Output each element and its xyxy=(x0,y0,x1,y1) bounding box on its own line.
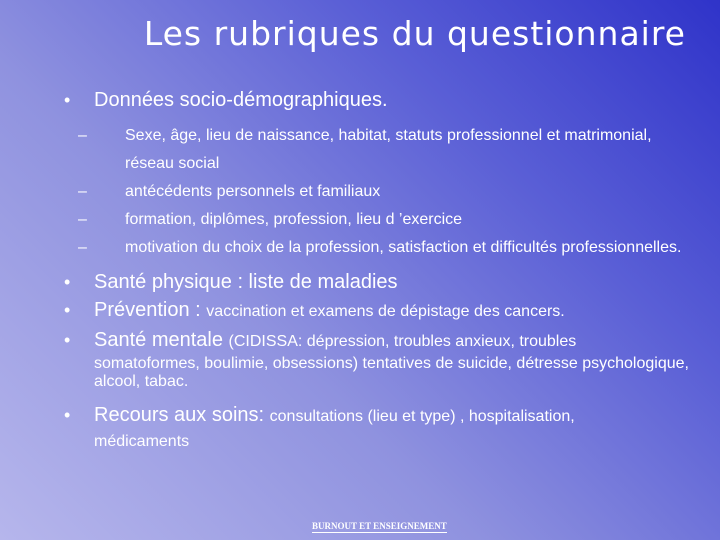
bullet-sante-physique xyxy=(60,270,700,294)
bullet-detail-continued: médicaments xyxy=(94,433,190,450)
sub-bullet: – Sexe, âge, lieu de naissance, habitat, statuts professionnel et matrimonial, réseau social xyxy=(70,122,700,178)
bullet-list xyxy=(60,88,700,451)
bullet-socio-demographic xyxy=(60,88,700,112)
sub-bullet: – motivation du choix de la profession, satisfaction et difficultés professionnelles. xyxy=(70,234,700,262)
sub-bullet: – formation, diplômes, profession, lieu d ’exercice xyxy=(70,206,700,234)
bullet-detail: vaccination et examens de dépistage des cancers. xyxy=(206,303,565,320)
bullet-detail: consultations (lieu et type) , hospitalisation, xyxy=(269,408,575,425)
bullet-sante-mentale xyxy=(60,328,700,391)
sub-bullet: – antécédents personnels et familiaux xyxy=(70,178,700,206)
bullet-heading: Santé mentale xyxy=(94,329,229,351)
slide-title: Les rubriques du questionnaire xyxy=(143,14,686,53)
sub-bullet-list xyxy=(70,122,700,262)
bullet-heading: Données socio-démographiques. xyxy=(94,89,388,111)
bullet-detail-continued: somatoformes, boulimie, obsessions) tentatives de suicide, détresse psychologique, alcool, tabac. xyxy=(94,355,689,390)
bullet-recours-soins xyxy=(60,403,700,451)
slide-footer: BURNOUT ET ENSEIGNEMENT xyxy=(312,521,447,531)
bullet-detail: (CIDISSA: dépression, troubles anxieux, troubles xyxy=(228,333,577,350)
bullet-heading: Prévention : xyxy=(94,299,207,321)
bullet-prevention xyxy=(60,298,700,324)
bullet-heading: Santé physique : liste de maladies xyxy=(94,271,398,293)
bullet-heading: Recours aux soins: xyxy=(94,404,270,426)
